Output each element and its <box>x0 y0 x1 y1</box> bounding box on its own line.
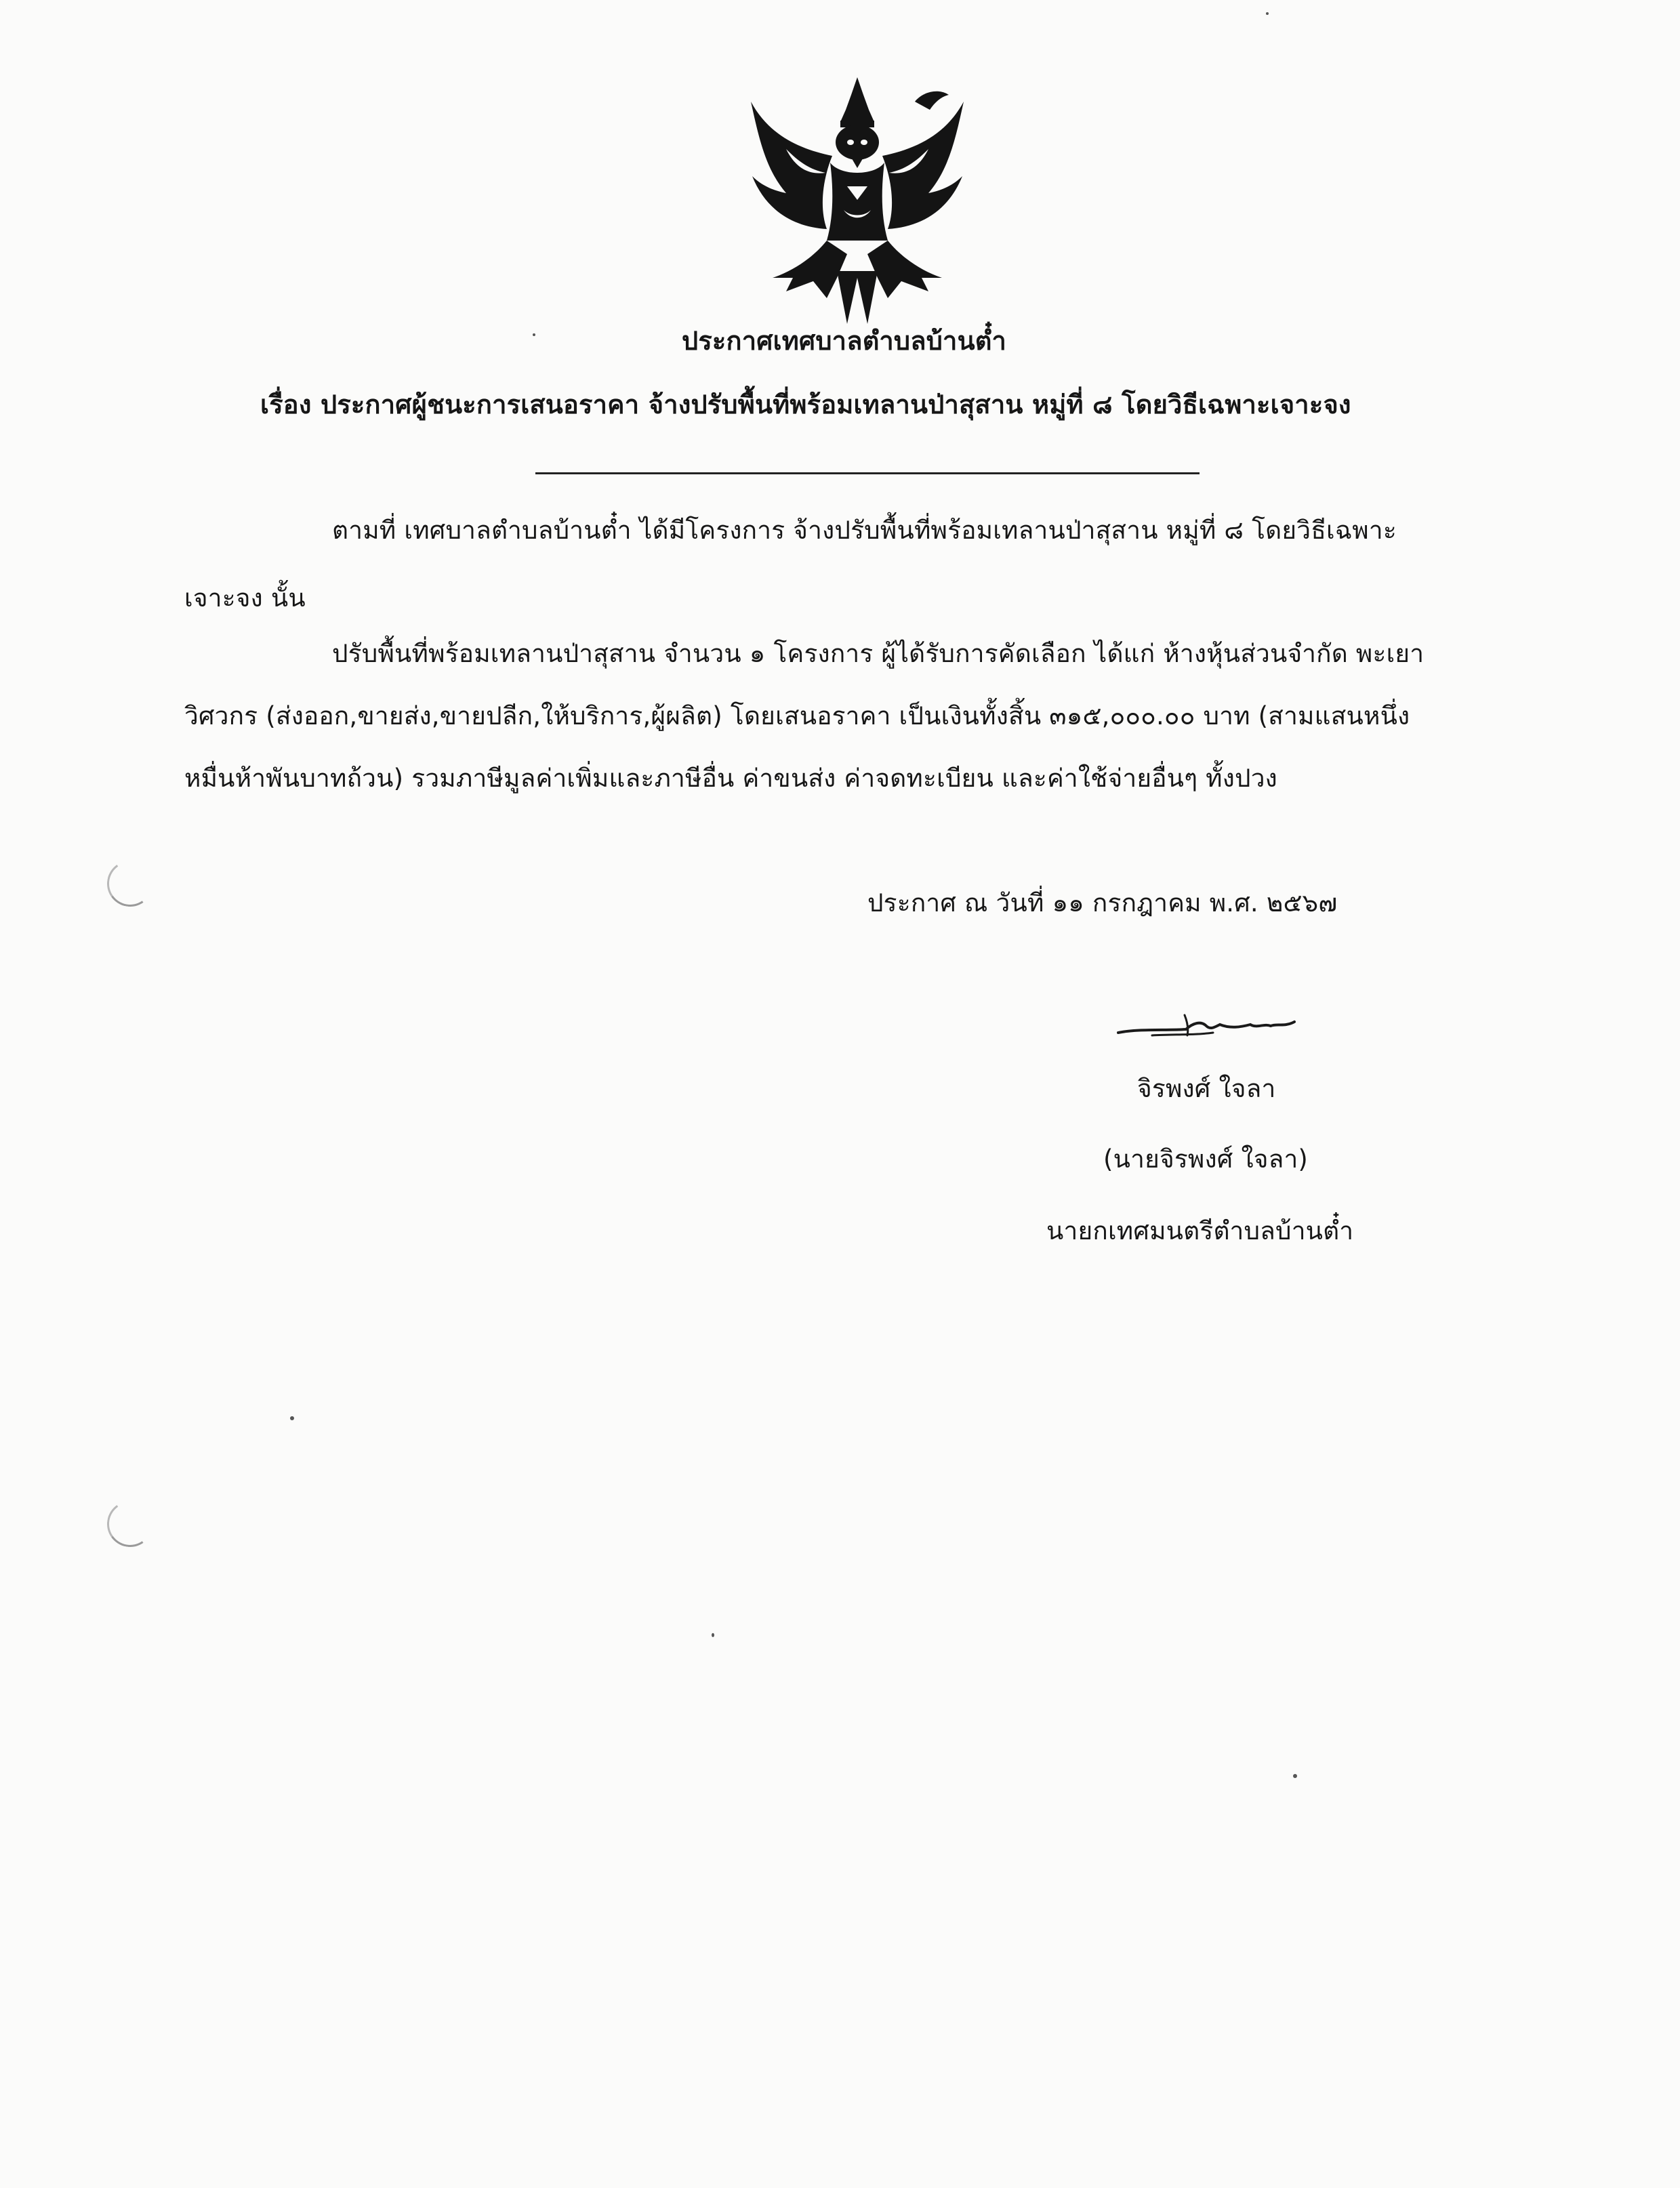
paragraph-1-line-2: เจาะจง นั้น <box>184 583 306 613</box>
scan-speck <box>533 333 535 336</box>
scan-speck <box>290 1416 294 1420</box>
heading-divider <box>535 472 1200 474</box>
subject-heading: เรื่อง ประกาศผู้ชนะการเสนอราคา จ้างปรับพื้นที่พร้อมเทลานป่าสุสาน หมู่ที่ ๘ โดยวิธีเฉพาะเจาะจง <box>260 390 1351 419</box>
signatory-full-name: (นายจิรพงศ์ ใจลา) <box>1103 1144 1309 1174</box>
paragraph-2-line-3: หมื่นห้าพันบาทถ้วน) รวมภาษีมูลค่าเพิ่มและภาษีอื่น ค่าขนส่ง ค่าจดทะเบียน และค่าใช้จ่ายอื่นๆ ทั้งปวง <box>184 764 1277 793</box>
signatory-position: นายกเทศมนตรีตำบลบ้านต๋ำ <box>1046 1216 1354 1245</box>
punch-hole-mark <box>104 857 157 911</box>
signatory-name: จิรพงศ์ ใจลา <box>1137 1074 1276 1103</box>
garuda-emblem-icon <box>745 75 969 325</box>
announcement-date: ประกาศ ณ วันที่ ๑๑ กรกฎาคม พ.ศ. ๒๕๖๗ <box>867 888 1338 917</box>
punch-hole-mark <box>104 1498 157 1551</box>
paragraph-2-line-1: ปรับพื้นที่พร้อมเทลานป่าสุสาน จำนวน ๑ โครงการ ผู้ได้รับการคัดเลือก ได้แก่ ห้างหุ้นส่วนจำกัด พะเยา <box>332 639 1425 668</box>
handwritten-signature-icon <box>1111 1008 1301 1042</box>
paragraph-1-line-1: ตามที่ เทศบาลตำบลบ้านต๋ำ ได้มีโครงการ จ้างปรับพื้นที่พร้อมเทลานป่าสุสาน หมู่ที่ ๘ โดยวิธีเฉพาะ <box>332 516 1397 545</box>
paragraph-2-line-2: วิศวกร (ส่งออก,ขายส่ง,ขายปลีก,ให้บริการ,ผู้ผลิต) โดยเสนอราคา เป็นเงินทั้งสิ้น ๓๑๕,๐๐๐.๐๐ บาท (สามแสนหนึ่ง <box>184 701 1410 730</box>
organization-heading: ประกาศเทศบาลตำบลบ้านต๋ำ <box>682 326 1006 356</box>
scan-speck <box>1266 12 1269 15</box>
scan-speck <box>712 1633 714 1637</box>
scan-speck <box>1293 1774 1297 1778</box>
